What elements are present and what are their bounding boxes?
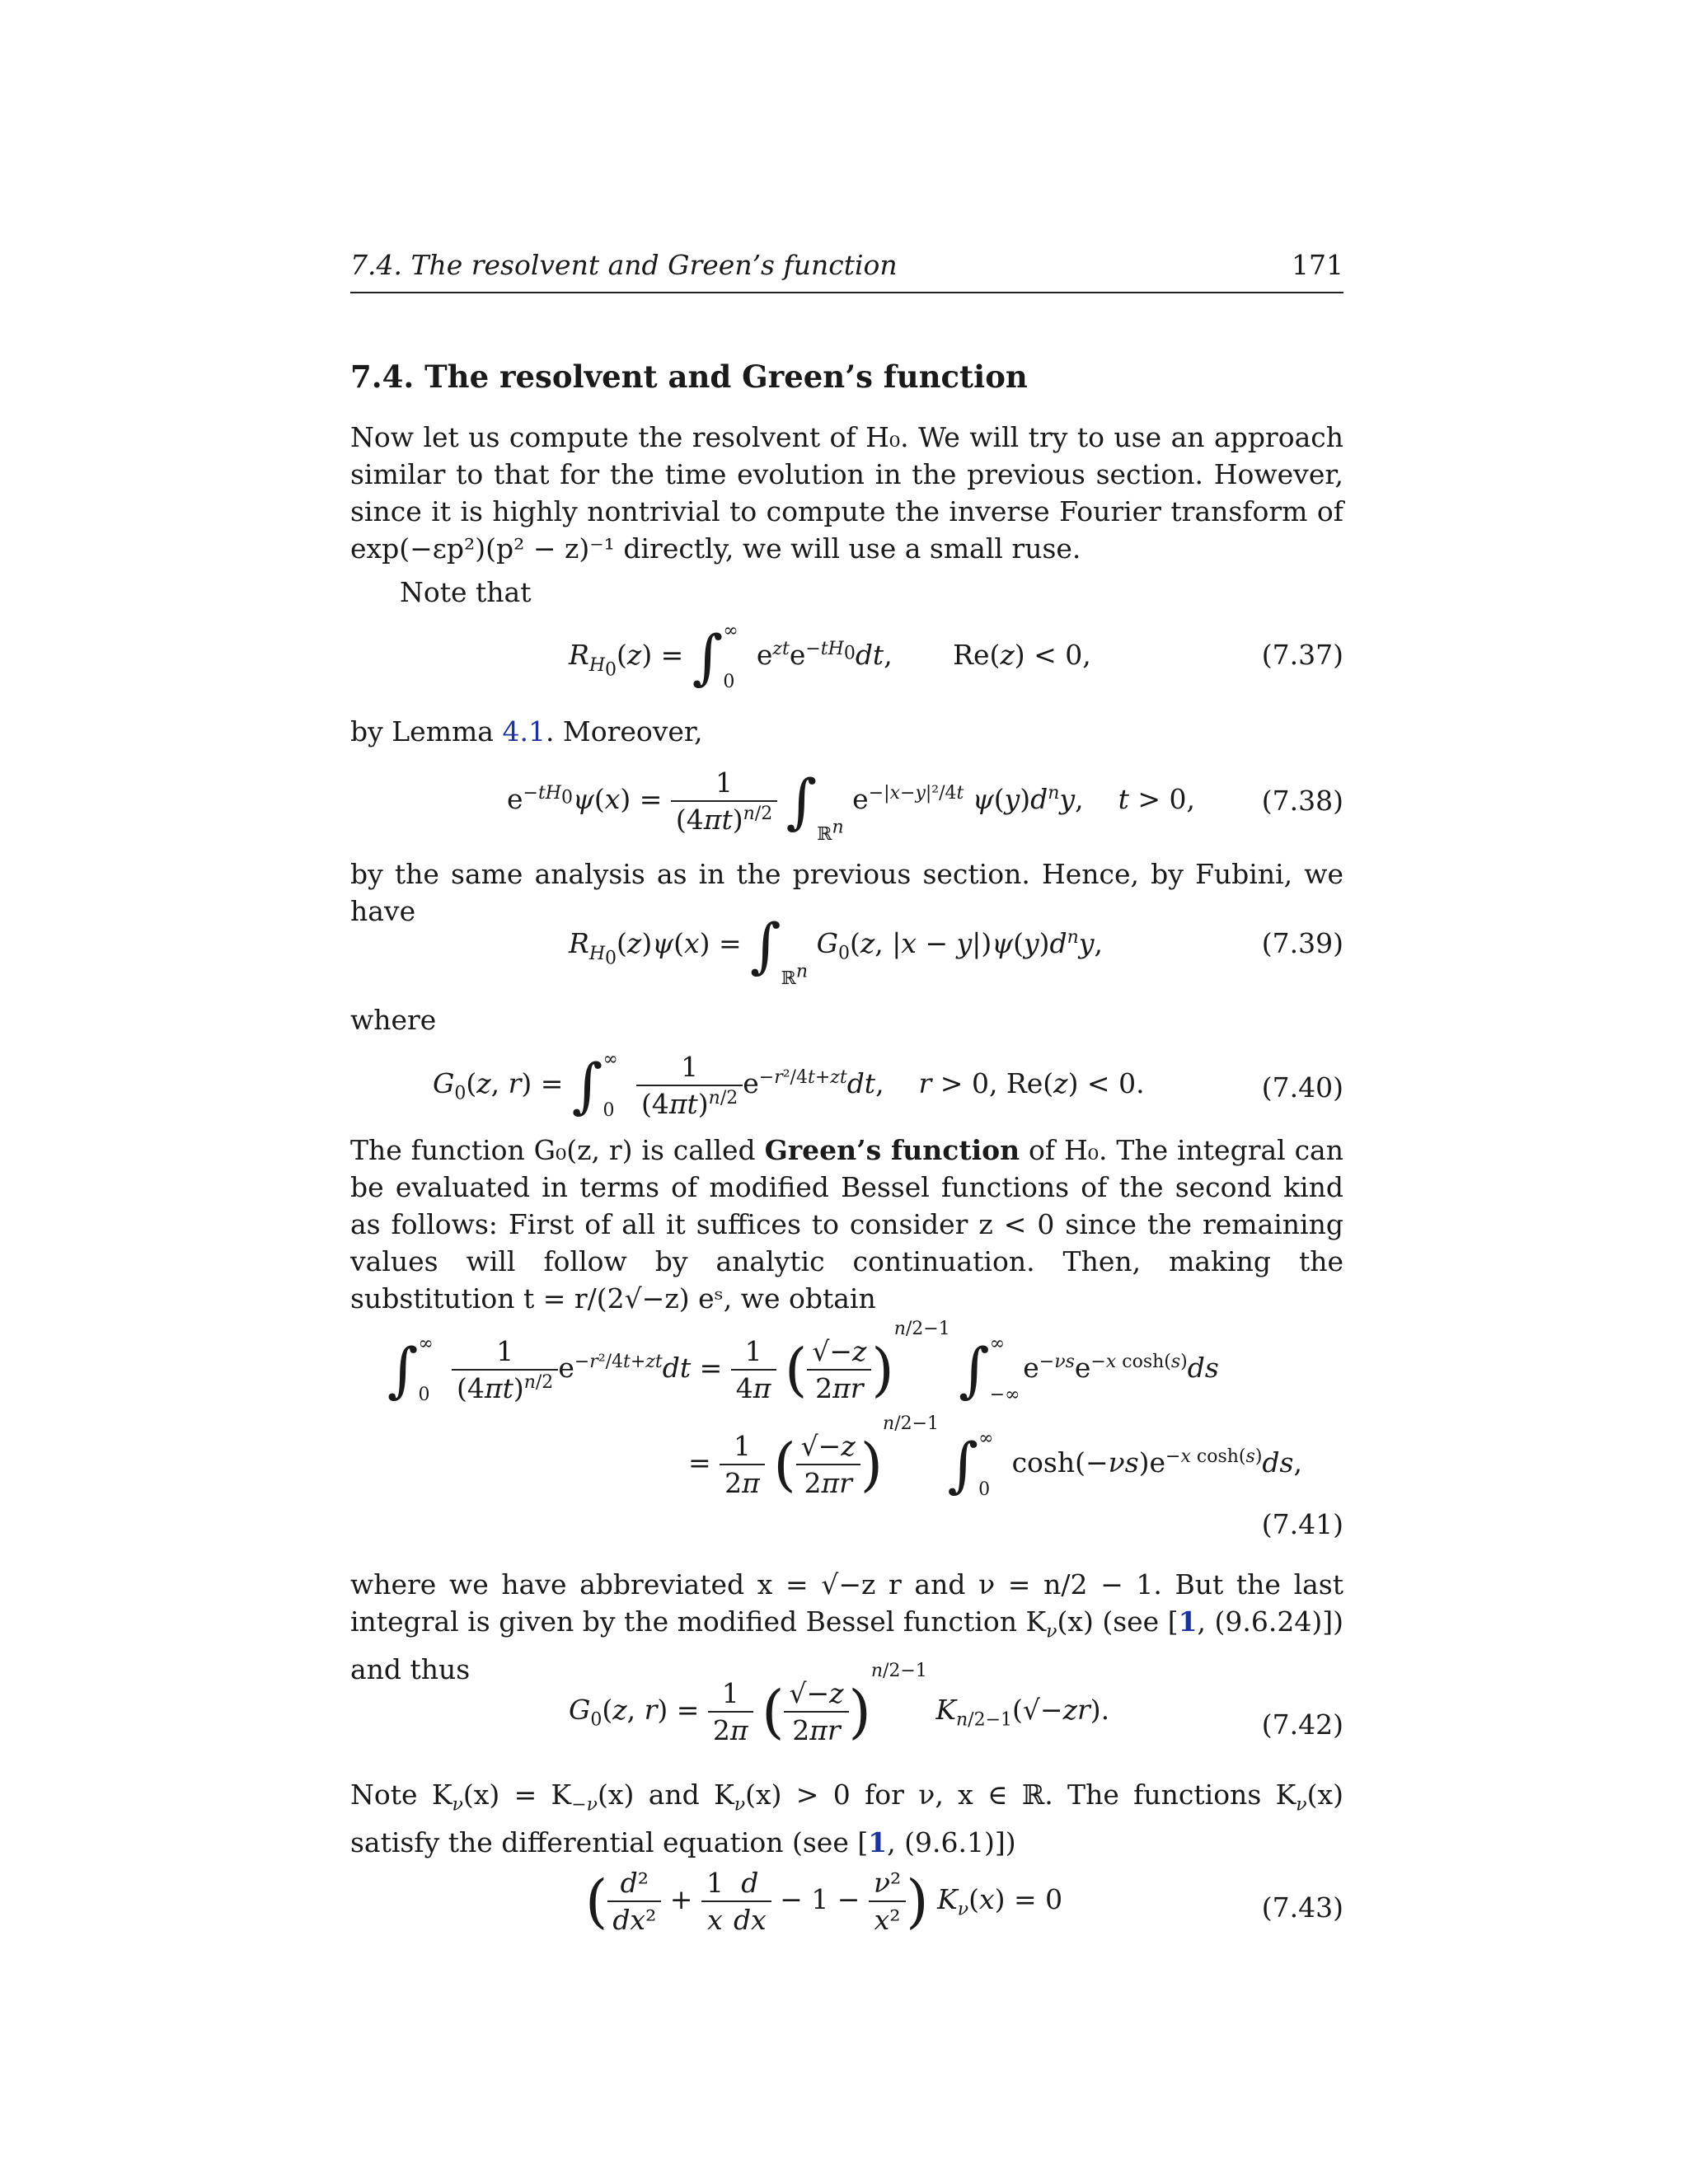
text-by-lemma: by Lemma xyxy=(350,715,503,748)
text-satisfy: (x) satisfy the differential equation (see [ xyxy=(350,1779,1343,1858)
text-moreover: . Moreover, xyxy=(545,715,703,748)
paragraph-note-k: Note $K_\nu(x) = K_{-\nu}(x)$ and $K_\nu(x) > 0$ for ν, x ∈ ℝ. The functions $K_\nu(x)$ satisfy the differential equation (see [1, (9.6.1)]) xyxy=(350,1779,1343,1858)
equation-7-38: $e^{-tH_0}\psi(x)$ = $\frac{1}{(4\pi t)^{n/2}}$ $\int_{ℝ^n}$ $e^{-|x-y|^2/4t}$ $\psi(y)d^ny$, t > 0, (7.38) xyxy=(507,766,1343,845)
lemma-link[interactable]: 4.1 xyxy=(502,715,546,748)
text-abbreviated: where we have abbreviated x = √−z r and ν = n/2 − 1. But the last integral is given by the modified Bessel function K xyxy=(350,1568,1343,1638)
paragraph-where: where xyxy=(350,1004,437,1036)
text-see: (x) (see [ xyxy=(1057,1605,1179,1638)
equation-number-7-37: (7.37) xyxy=(1261,639,1343,671)
equation-number-7-43: (7.43) xyxy=(1261,1891,1343,1924)
running-head xyxy=(350,246,1343,293)
citation-1-second[interactable]: 1 xyxy=(868,1825,888,1858)
paragraph-by-lemma xyxy=(350,713,1343,750)
equation-number-7-41: (7.41) xyxy=(1261,1508,1343,1540)
equation-7-43: ( $\frac{\text{d²}}{\text{dx²}}$ + $\frac{1}{x}$ $\frac{d}{dx}$ − 1 − $\frac{\text{ν²}}{\text{x²}}$ ) $K_\nu(x) = 0$ (7.43) xyxy=(585,1867,1343,1936)
equation-number-7-40: (7.40) xyxy=(1261,1071,1343,1104)
paragraph-abbreviated: where we have abbreviated x = √−z r and ν = n/2 − 1. But the last integral is given by the modified Bessel function $K_\nu(x)$ (see [1, (9.6.24)]) and thus xyxy=(350,1568,1343,1685)
page-number: 171 xyxy=(1292,249,1343,281)
running-title: 7.4. The resolvent and Green’s function xyxy=(350,249,898,281)
paragraph-greens-function xyxy=(350,1132,1343,1317)
equation-7-41: ∫ ∞ 0 $\frac{1}{(4\pi t)^{n/2}}$ $e^{-r^2/4t+zt}dt$ = $\frac{1}{4\pi}$ ( $\frac{√-z}{2\pi r}$ )$^{n/2-1}$ ∫ ∞ −∞ $e^{-\nu s}e^{-x cosh(s)}ds$ = $\frac{1}{2\pi}$ ( $\frac{√-z}{2\pi r}$ )$^{n/2-1}$ ∫ ∞ 0 $\cosh(-\nu s)e^{-x cosh(s)}ds$, (7.41) xyxy=(387,1319,1343,1540)
text-and-k: (x) and K xyxy=(598,1779,734,1811)
paragraph-fubini: by the same analysis as in the previous section. Hence, by Fubini, we have xyxy=(350,858,1343,927)
section-title: 7.4. The resolvent and Green’s function xyxy=(350,359,1028,395)
paragraph-note-that: Note that xyxy=(400,576,532,608)
text-function: The function G₀(z, r) is called xyxy=(350,1134,765,1166)
citation-1[interactable]: 1 xyxy=(1178,1605,1198,1638)
term-greens-function: Green’s function xyxy=(764,1134,1020,1166)
text-positive: (x) > 0 for ν, x ∈ ℝ. The functions K xyxy=(745,1779,1296,1811)
equation-7-42: $G_0(z$, r) = $\frac{1}{2\pi}$ ( $\frac{√-z}{2\pi r}$ )$^{n/2-1}$ $K_{n/2-1}(√-zr)$. (7.42) xyxy=(569,1661,1343,1746)
equation-number-7-38: (7.38) xyxy=(1261,785,1343,817)
paragraph-intro: Now let us compute the resolvent of H₀. We will try to use an approach similar to that for the time evolution in the previous section. However, since it is highly nontrivial to compute the inverse Fourier transform of exp(−εp²)(p² − z)⁻¹ directly, we will use a small ruse. xyxy=(350,421,1343,565)
text-evaluated: of H₀. The integral can be evaluated in terms of modified Bessel functions of the second kind as follows: First of all it suffices to consider z < 0 since the remaining values will follow by analytic continuation. Then, making the substitution t = r/(2√−z) eˢ, we obtain xyxy=(350,1134,1343,1315)
equation-7-37: $R_{H_0}(z)$ = ∫ ∞ 0 $e^{zt}e^{-tH_0}dt$, Re(z) < 0, (7.37) xyxy=(569,621,1343,692)
equation-number-7-42: (7.42) xyxy=(1261,1708,1343,1741)
text-note-k: Note K xyxy=(350,1779,452,1811)
equation-7-40: $G_0(z$, r) = ∫ ∞ 0 $\frac{1}{(4\pi t)^{n/2}}$ $e^{-r^2/4t+zt}dt$, r > 0, Re(z) < 0. (7.40) xyxy=(433,1049,1343,1121)
text-and-thus: , (9.6.24)]) and thus xyxy=(350,1605,1343,1685)
text-eq-k: (x) = K xyxy=(462,1779,572,1811)
equation-number-7-39: (7.39) xyxy=(1261,927,1343,959)
equation-7-39: $R_{H_0}(z)\psi(x) = \int_{ℝ^n}$ $G_0(z$, $|x - y|)\psi(y)d^ny$, (7.39) xyxy=(569,911,1343,989)
text-961: , (9.6.1)]) xyxy=(887,1825,1016,1858)
